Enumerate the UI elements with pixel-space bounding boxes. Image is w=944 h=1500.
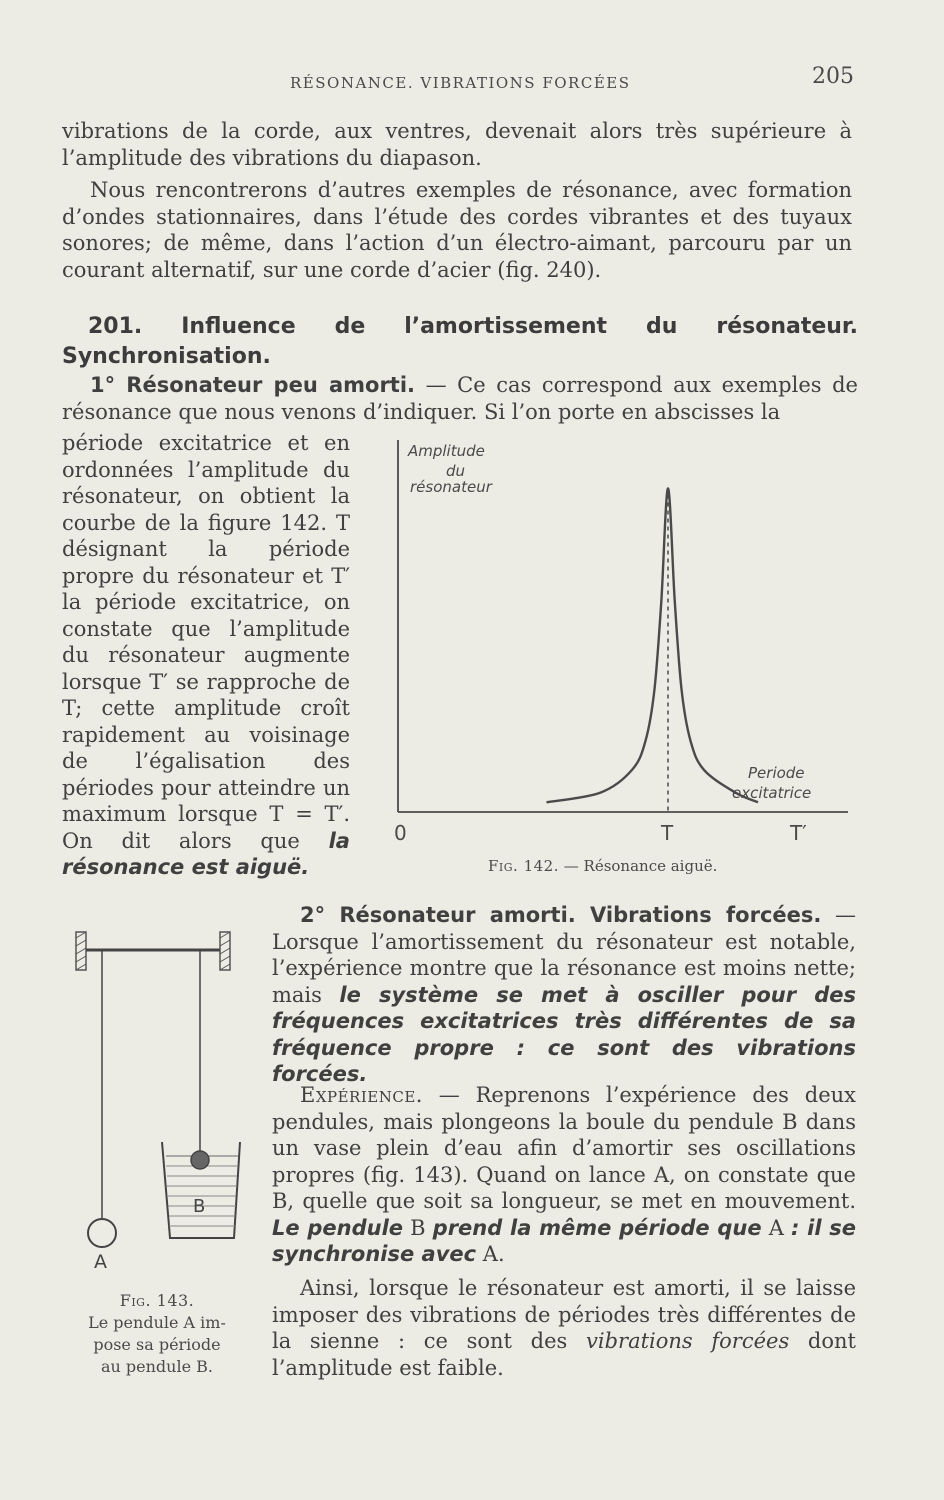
figure-142-caption xyxy=(488,857,717,875)
subsection-1-wrap xyxy=(62,430,350,881)
figure-143-label: Fig. 143. xyxy=(119,1291,195,1310)
label-b: B xyxy=(193,1196,206,1217)
experience-emphasis-2: prend la même période que xyxy=(432,1215,762,1240)
running-head: RÉSONANCE. VIBRATIONS FORCÉES xyxy=(290,74,631,92)
x-label-2: excitatrice xyxy=(732,784,812,802)
forced-vibrations-emphasis: le système se met à osciller pour des fréquences excitatrices très différentes de sa fréquence propre : ce sont des vibrations forcées. xyxy=(272,982,856,1086)
page-number: 205 xyxy=(812,64,854,89)
paragraph-1 xyxy=(62,118,852,171)
section-number: 201. xyxy=(88,314,143,339)
final-paragraph xyxy=(272,1275,856,1381)
x-label-1: Periode xyxy=(748,764,805,782)
subsection-1-intro-text: — Ce cas correspond aux exemples de résonance que nous venons d’indiquer. Si l’on porte en abscisses la xyxy=(62,373,858,424)
y-label-2: du xyxy=(446,462,466,480)
experience-b: B xyxy=(410,1215,426,1240)
figure-142 xyxy=(378,432,858,882)
subsection-1-wrap-text: période excitatrice et en ordonnées l’amplitude du résonateur, on obtient la courbe de la figure 142. T désignant la période propre du résonateur et T′ la période excitatrice, on constate que l’amplitude du résonateur augmente lorsque T′ se rapproche de T; cette amplitude croît rapidement au voisinage de l’égalisation des périodes pour atteindre un maximum lorsque T = T′. On dit alors que xyxy=(62,431,350,853)
section-title xyxy=(62,312,858,372)
experience-a2: A xyxy=(482,1242,498,1266)
experience-text: — Reprenons l’expérience des deux pendules, mais plongeons la boule du pendule B dans un vase plein d’eau afin d’amortir ses oscillations propres (fig. 143). Quand on lance A, on constate que B, quelle que soit sa longueur, se met en mouvement. xyxy=(272,1083,856,1213)
figure-142-caption-text: — Résonance aiguë. xyxy=(563,857,718,875)
experience-label: Expérience. xyxy=(300,1083,423,1107)
paragraph-1-text: vibrations de la corde, aux ventres, devenait alors très supérieure à l’amplitude des vibrations du diapason. xyxy=(62,119,852,170)
pendulum-a-bob xyxy=(88,1219,116,1247)
experience-paragraph xyxy=(272,1082,856,1268)
final-text: Ainsi, lorsque le résonateur est amorti, il se laisse imposer des vibrations de périodes très différentes de la sienne : ce sont des xyxy=(272,1276,856,1353)
subsection-2-dash: — xyxy=(835,903,856,927)
y-label-3: résonateur xyxy=(410,478,492,496)
section-title-text: Influence de l’amortissement du résonateur. Synchronisation. xyxy=(62,314,858,369)
final-emphasis: vibrations forcées xyxy=(586,1329,790,1353)
experience-a: A xyxy=(768,1215,784,1240)
paragraph-2 xyxy=(62,177,852,283)
left-wall-support xyxy=(76,932,86,970)
figure-142-label: Fig. 142. xyxy=(488,857,559,875)
label-a: A xyxy=(94,1251,107,1273)
y-label-1: Amplitude xyxy=(408,442,485,460)
figure-143-caption-line-1: Le pendule A im- xyxy=(88,1313,226,1332)
experience-emphasis-3: : il se synchronise avec xyxy=(272,1215,856,1266)
figure-143-caption xyxy=(62,1290,252,1378)
figure-143-caption-line-2: pose sa période xyxy=(93,1335,221,1354)
subsection-2 xyxy=(272,902,856,1088)
resonance-curve xyxy=(547,489,759,803)
figure-143-caption-line-3: au pendule B. xyxy=(100,1357,213,1376)
pendulum-b-bob xyxy=(191,1151,209,1169)
sharp-resonance-emphasis: la résonance est aiguë. xyxy=(62,828,350,879)
subsection-2-title: 2° Résonateur amorti. Vibrations forcées. xyxy=(300,903,822,927)
paragraph-2-text: Nous rencontrerons d’autres exemples de résonance, avec formation d’ondes stationnaires, dans l’étude des cordes vibrantes et des tuyaux sonores; de même, dans l’action d’un électro-aimant, parcouru par un courant alternatif, sur une corde d’acier (fig. 240). xyxy=(62,178,852,282)
final-end: dont l’amplitude est faible. xyxy=(272,1329,856,1380)
tick-t-prime: T′ xyxy=(790,821,807,845)
figure-143 xyxy=(62,920,252,1280)
page-header xyxy=(0,62,944,92)
tick-t: T xyxy=(661,821,674,845)
tick-0: 0 xyxy=(394,821,407,845)
subsection-1-title: 1° Résonateur peu amorti. xyxy=(90,373,416,397)
experience-emphasis-1: Le pendule xyxy=(272,1215,404,1240)
experience-end: . xyxy=(497,1242,505,1266)
subsection-2-text: Lorsque l’amortissement du résonateur est notable, l’expérience montre que la résonance est moins nette; mais xyxy=(272,929,856,1007)
subsection-1-intro xyxy=(62,372,858,425)
right-wall-support xyxy=(220,932,230,970)
